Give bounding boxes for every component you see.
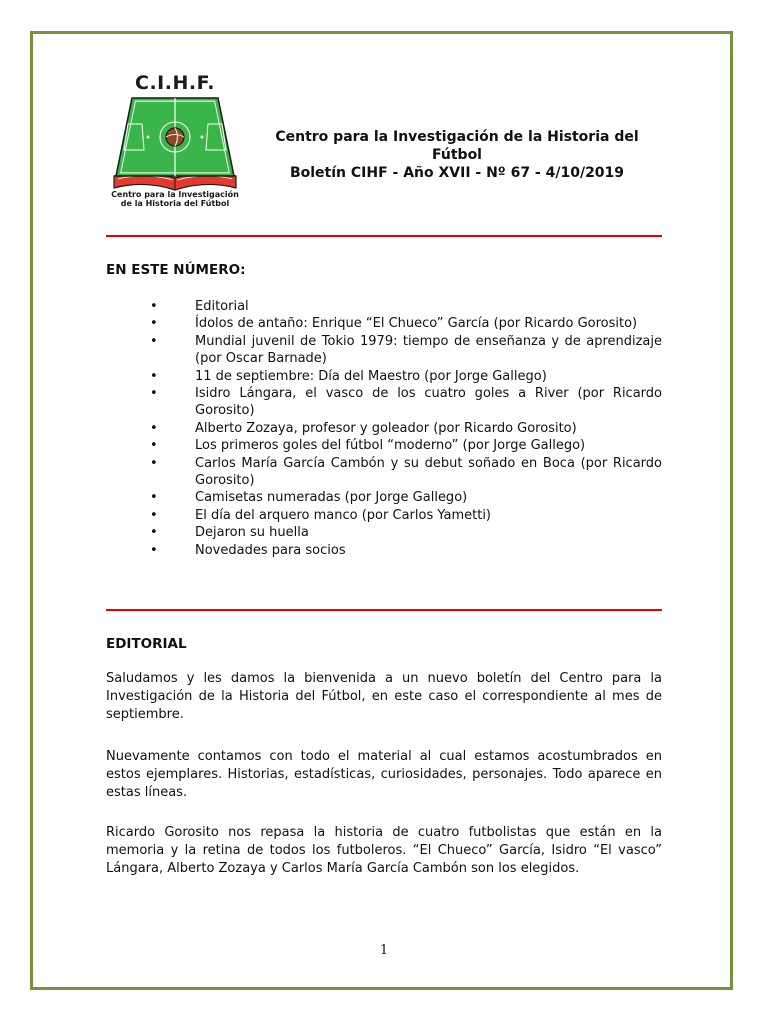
list-item-text: Dejaron su huella: [195, 525, 309, 541]
list-item-text: Mundial juvenil de Tokio 1979: tiempo de enseñanza y de aprendizaje (por Oscar Barnade): [195, 333, 662, 367]
bullet-icon: •: [150, 542, 158, 558]
list-item: [106, 455, 662, 490]
logo-emblem: [108, 96, 242, 192]
bullet-icon: •: [150, 316, 158, 332]
editorial-paragraph-2: Nuevamente contamos con todo el material al cual estamos acostumbrados en estos ejemplares. Historias, estadísticas, curiosidades, personajes. Todo aparece en estas líneas.: [106, 749, 662, 800]
bullet-icon: •: [150, 455, 158, 471]
bullet-icon: •: [150, 386, 158, 402]
bullet-icon: •: [150, 438, 158, 454]
bullet-icon: •: [150, 507, 158, 523]
list-item-text: El día del arquero manco (por Carlos Yametti): [195, 507, 492, 523]
list-item: [106, 315, 662, 332]
logo-caption-line-2: de la Historia del Fútbol: [120, 199, 230, 208]
logo-caption-line-1: Centro para la Investigación: [111, 190, 239, 199]
logo-caption: [108, 190, 242, 208]
editorial-paragraph-3: Ricardo Gorosito nos repasa la historia de cuatro futbolistas que están en la memoria y la retina de todos los futboleros. “El Chueco” García, Isidro “El vasco” Lángara, Alberto Zozaya y Carlos María García Cambón son los elegidos.: [106, 825, 662, 876]
red-divider-top: [106, 235, 662, 237]
bulletin-issue: Boletín CIHF - Año XVII - Nº 67 - 4/10/2019: [289, 165, 625, 181]
red-divider-bottom: [106, 609, 662, 611]
bullet-icon: •: [150, 333, 158, 349]
bullet-icon: •: [150, 299, 158, 314]
list-item-text: Ídolos de antaño: Enrique “El Chueco” García (por Ricardo Gorosito): [195, 316, 638, 332]
list-item: [106, 524, 662, 541]
organization-name: Centro para la Investigación de la Historia del Fútbol: [275, 129, 639, 163]
editorial-paragraph-1: Saludamos y les damos la bienvenida a un nuevo boletín del Centro para la Investigación de la Historia del Fútbol, en este caso el correspondiente al mes de septiembre.: [106, 671, 662, 722]
list-item: [106, 542, 662, 559]
list-item-text: Carlos María García Cambón y su debut soñado en Boca (por Ricardo Gorosito): [195, 455, 662, 489]
list-item: [106, 385, 662, 420]
list-item: [106, 298, 662, 315]
list-item-text: Novedades para socios: [195, 542, 346, 558]
list-item-text: Alberto Zozaya, profesor y goleador (por Ricardo Gorosito): [195, 420, 577, 436]
list-item: [106, 489, 662, 506]
page-number: 1: [379, 943, 389, 958]
contents-list: [106, 298, 662, 559]
bullet-icon: •: [150, 368, 158, 384]
list-item-text: Isidro Lángara, el vasco de los cuatro goles a River (por Ricardo Gorosito): [195, 386, 662, 419]
cihf-logo: [108, 72, 242, 218]
list-item-text: Camisetas numeradas (por Jorge Gallego): [195, 490, 468, 506]
list-item-text: 11 de septiembre: Día del Maestro (por Jorge Gallego): [195, 368, 547, 384]
list-item: [106, 420, 662, 437]
editorial-heading: EDITORIAL: [106, 636, 187, 652]
bulletin-header: [252, 128, 662, 182]
bullet-icon: •: [150, 490, 158, 506]
list-item-text: Editorial: [195, 299, 249, 314]
bullet-icon: •: [150, 420, 158, 436]
list-item: [106, 507, 662, 524]
list-item: [106, 437, 662, 454]
bullet-icon: •: [150, 525, 158, 541]
logo-title: C.I.H.F.: [135, 72, 215, 94]
contents-heading: EN ESTE NÚMERO:: [106, 262, 246, 278]
list-item: [106, 368, 662, 385]
list-item: [106, 333, 662, 368]
list-item-text: Los primeros goles del fútbol “moderno” (por Jorge Gallego): [195, 438, 586, 454]
